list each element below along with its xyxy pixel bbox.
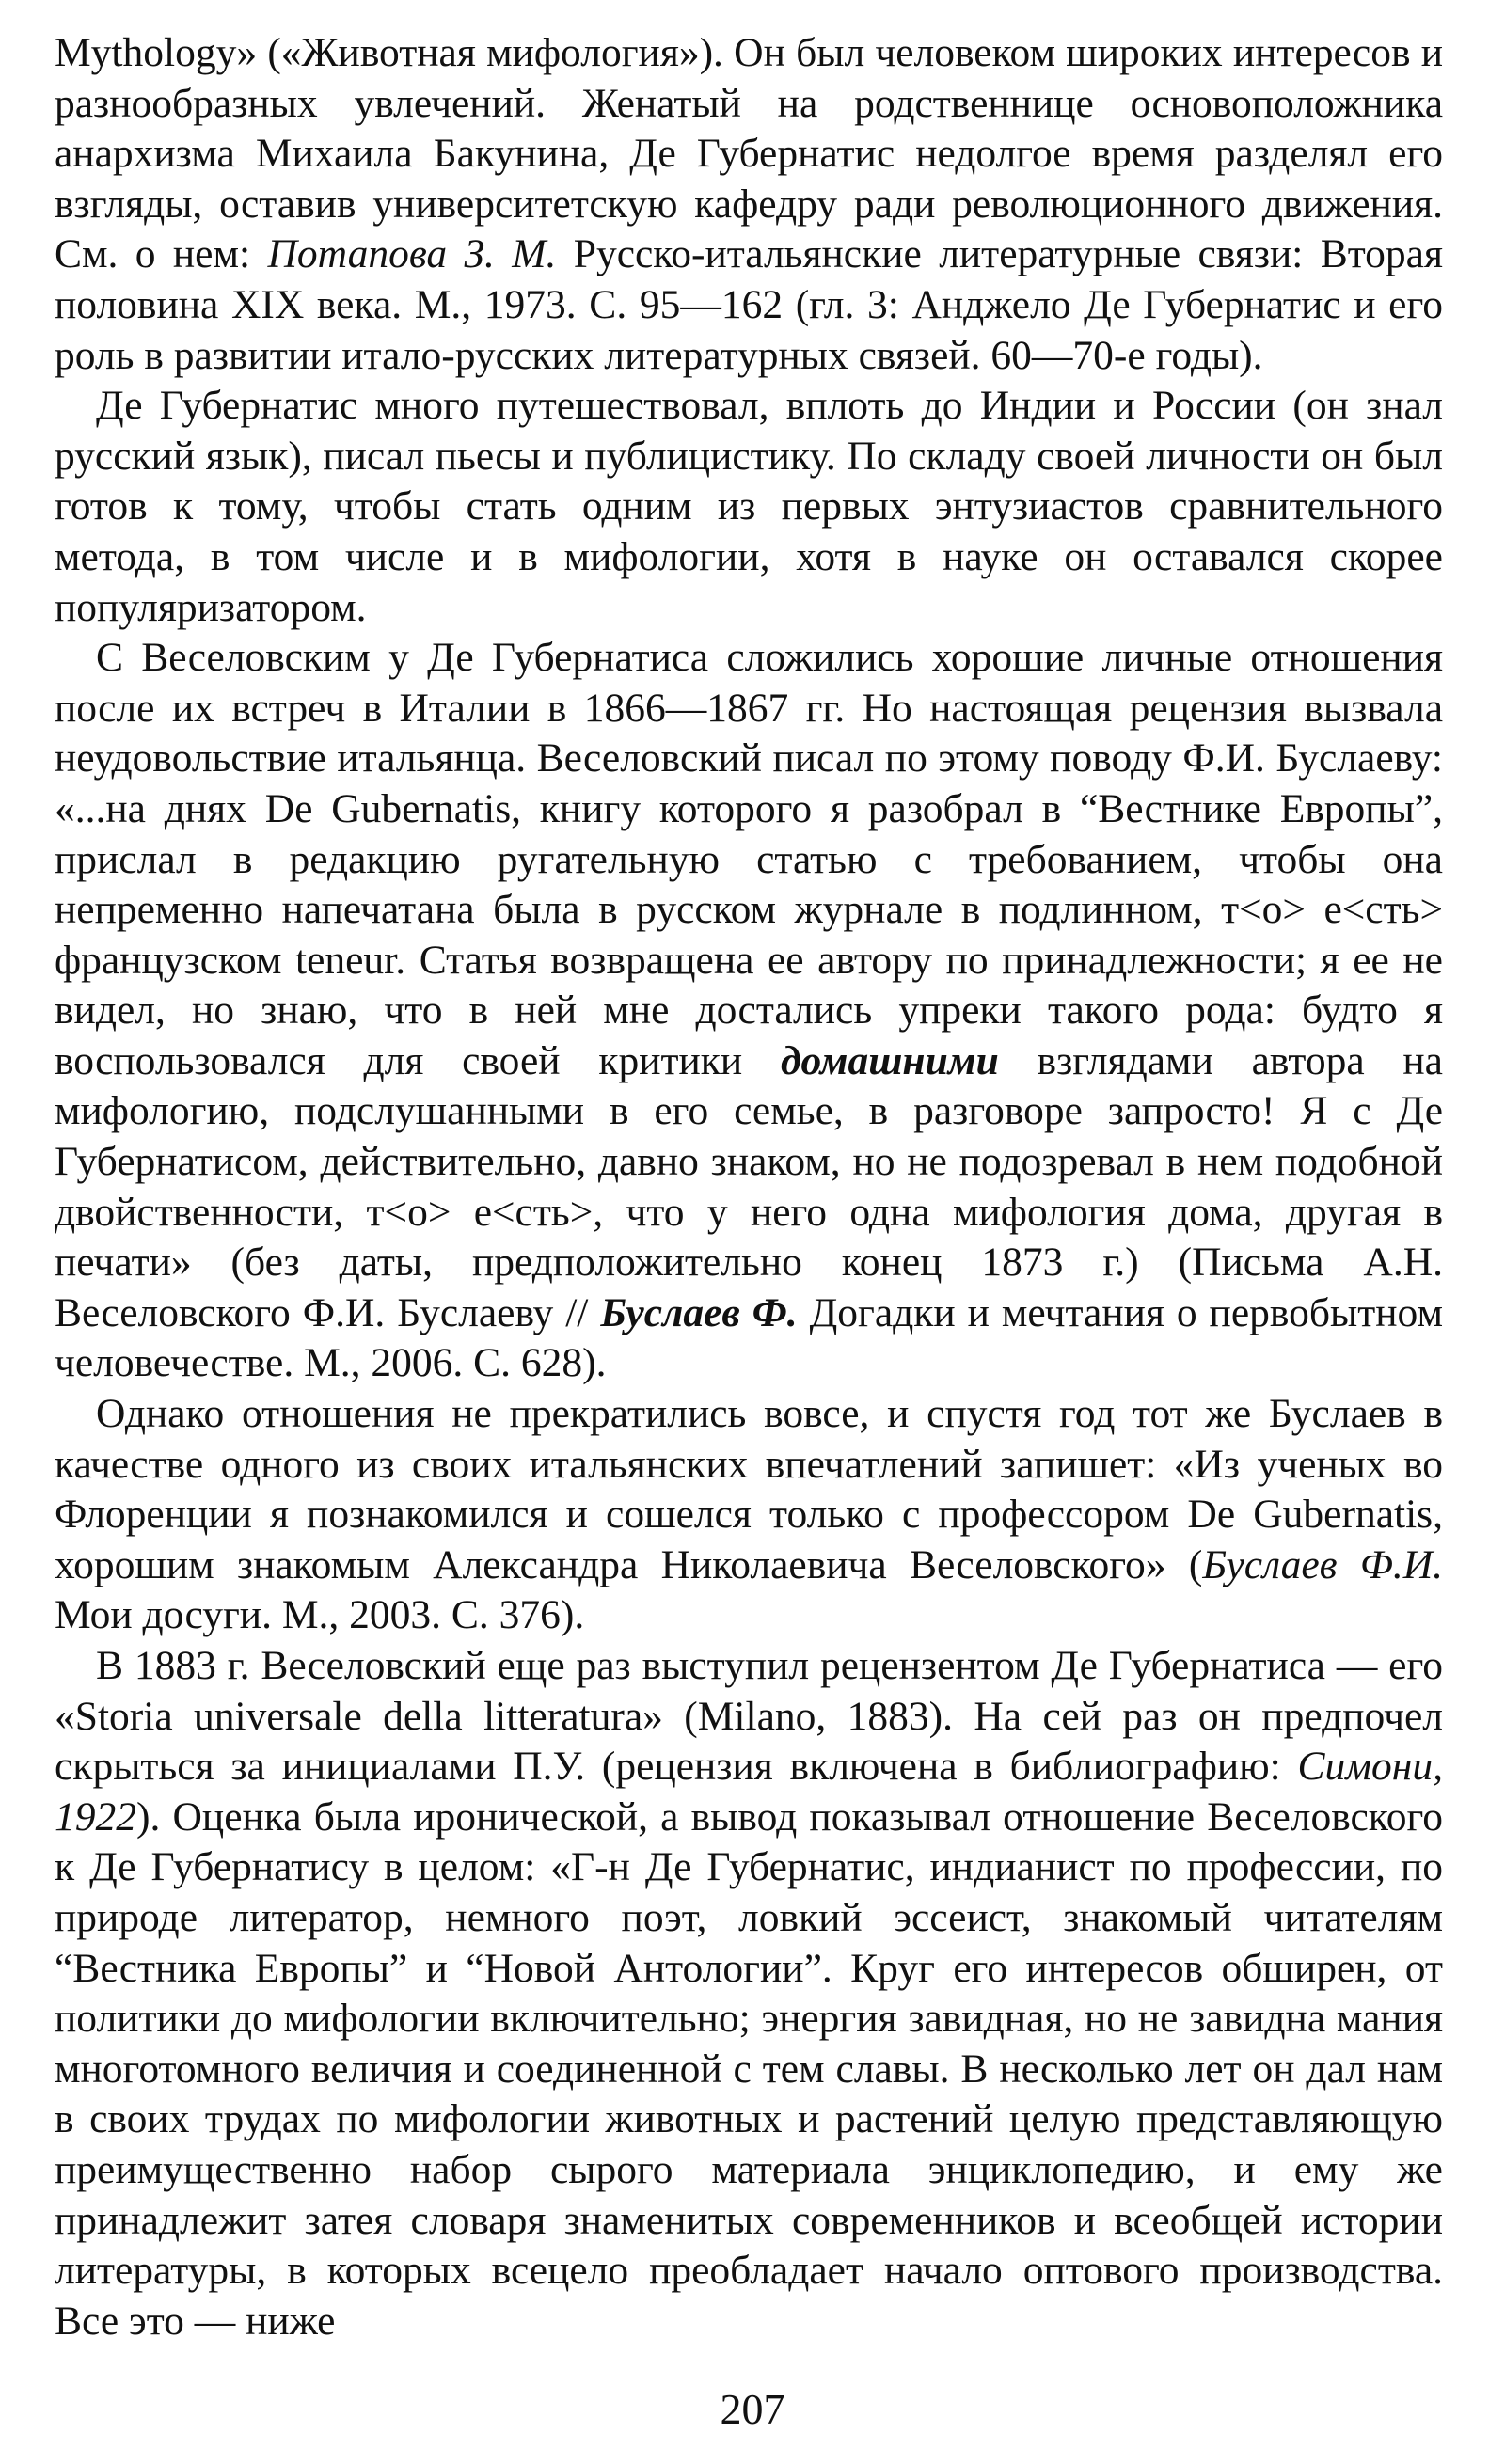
body-text (55, 28, 1443, 2346)
paragraph (55, 1389, 1443, 1641)
paragraph (55, 28, 1443, 381)
text-run: Догадки и мечтания о первобытном человечестве. М., 2006. С. 628). (55, 1289, 1443, 1386)
text-run: Де Губернатис много путешествовал, вплоть до Индии и России (он знал русский язык), писал пьесы и публицистику. По складу своей личности он был готов к тому, чтобы стать одним из первых энтузиастов сравнительного метода, в том числе и в мифологии, хотя в науке он оставался скорее популяризатором. (55, 383, 1443, 630)
text-run: В 1883 г. Веселовский еще раз выступил рецензентом Де Губернатиса — его «Storia universale della litteratura» (Milano, 1883). На сей раз он предпочел скрыться за инициалами П.У. (рецензия включена в библиографию: (55, 1643, 1443, 1790)
paragraph (55, 381, 1443, 633)
text-run: ). Оценка была иронической, а вывод показывал отношение Веселовского к Де Губернатису в целом: «Г-н Де Губернатис, индианист по профессии, по природе литератор, немного поэт, ловкий эссеист, знакомый читателям “Вестника Европы” и “Новой Антологии”. Круг его интересов обширен, от политики до мифологии включительно; энергия завидная, но не завидна мания многотомного величия и соединенной с тем славы. В несколько лет он дал нам в своих трудах по мифологии животных и растений целую представляющую преимущественно набор сырого материала энциклопедию, и ему же принадлежит затея словаря знаменитых современников и всеобщей истории литературы, в которых всецело преобладает начало оптового производства. Все это — ниже (55, 1793, 1443, 2344)
page-number: 207 (720, 2385, 785, 2433)
paragraph (55, 1641, 1443, 2346)
emphasized-text: Буслаев Ф.И. (1202, 1541, 1444, 1587)
text-run: взглядами автора на мифологию, подслушанными в его семье, в разговоре запросто! Я с Де Губернатисом, действительно, давно знаком, но не подозревал в нем подобной двойственности, т<о> е<сть>, что у него одна мифология дома, другая в печати» (без даты, предположительно конец 1873 г.) (Письма А.Н. Веселовского Ф.И. Буслаеву // (55, 1037, 1443, 1335)
text-run: Мои досуги. М., 2003. С. 376). (55, 1592, 585, 1638)
text-run: Mythology» («Животная мифология»). Он был человеком широких интересов и разнообразных увлечений. Женатый на родственнице основоположника анархизма Михаила Бакунина, Де Губернатис недолгое время разделял его взгляды, оставив университетскую кафедру ради революционного движения. См. о нем: (55, 30, 1443, 277)
emphasized-text: Симони, 1922 (55, 1744, 1443, 1840)
text-run: Русско-итальянские литературные связи: Вторая половина XIX века. М., 1973. С. 95—162 (гл. 3: Анджело Де Губернатис и его роль в развитии итало-русских литературных связей. 60—70-е годы). (55, 231, 1443, 378)
paragraph (55, 633, 1443, 1389)
emphasized-text: домашними (780, 1037, 999, 1083)
text-run: С Веселовским у Де Губернатиса сложились хорошие личные отношения после их встреч в Италии в 1866—1867 гг. Но настоящая рецензия вызвала неудовольствие итальянца. Веселовский писал по этому поводу Ф.И. Буслаеву: «...на днях De Gubernatis, книгу которого я разобрал в “Вестнике Европы”, прислал в редакцию ругательную статью с требованием, чтобы она непременно напечатана была в русском журнале в подлинном, т<о> е<сть> французском teneur. Статья возвращена ее автору по принадлежности; я ее не видел, но знаю, что в ней мне достались упреки такого рода: будто я воспользовался для своей критики (55, 635, 1443, 1083)
emphasized-text: Буслаев Ф. (600, 1289, 798, 1335)
emphasized-text: Потапова З. М. (267, 231, 557, 277)
text-run: Однако отношения не прекратились вовсе, и спустя год тот же Буслаев в качестве одного из своих итальянских впечатлений запишет: «Из ученых во Флоренции я познакомился и сошелся только с профессором De Gubernatis, хорошим знакомым Александра Николаевича Веселовского» ( (55, 1391, 1443, 1587)
